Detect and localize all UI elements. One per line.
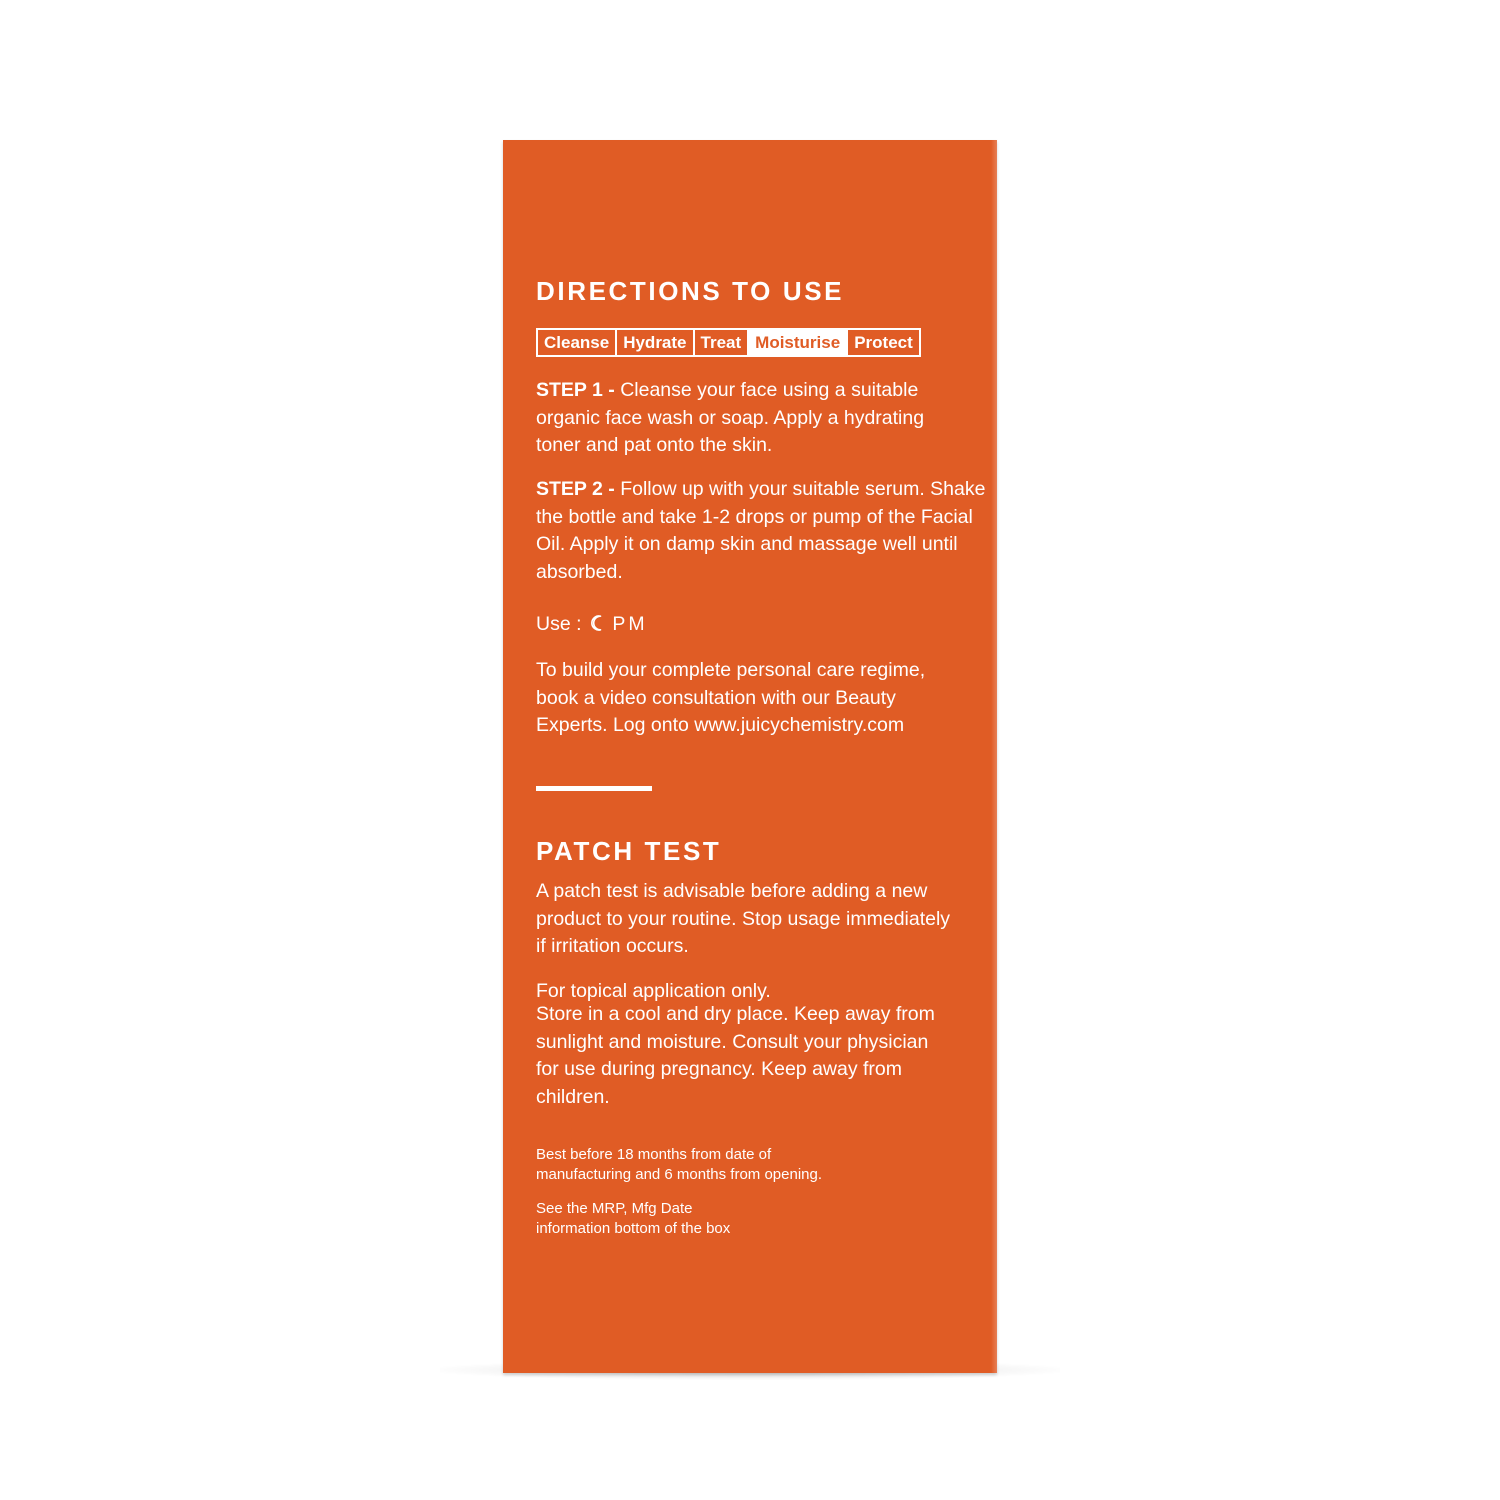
step-moisturise-active: Moisturise (749, 330, 848, 355)
topical-note: For topical application only. (536, 980, 771, 1002)
moon-icon (589, 613, 605, 639)
step-1-label: STEP 1 - (536, 379, 615, 401)
step-1-instructions (536, 377, 956, 460)
use-label: Use : (536, 613, 582, 635)
step-treat: Treat (695, 330, 750, 355)
usage-time (536, 611, 648, 639)
step-cleanse: Cleanse (538, 330, 617, 355)
step-2-label: STEP 2 - (536, 478, 615, 500)
step-2-instructions (536, 476, 988, 586)
routine-steps-bar (536, 328, 921, 357)
section-divider (536, 786, 652, 791)
best-before-note: Best before 18 months from date of manufacturing and 6 months from opening. (536, 1146, 823, 1183)
step-1-text: Cleanse your face using a suitable organic face wash or soap. Apply a hydrating toner and pat onto the skin. (536, 379, 925, 456)
step-protect: Protect (854, 333, 913, 352)
storage-warning: Store in a cool and dry place. Keep away from sunlight and moisture. Consult your physician for use during pregnancy. Keep away from children. (536, 1003, 935, 1108)
step-2-text: Follow up with your suitable serum. Shake the bottle and take 1-2 drops or pump of the Facial Oil. Apply it on damp skin and massage well until absorbed. (536, 478, 986, 583)
mrp-note: See the MRP, Mfg Date information bottom of the box (536, 1200, 731, 1237)
directions-heading: DIRECTIONS TO USE (536, 276, 845, 306)
patch-test-heading: PATCH TEST (536, 836, 722, 866)
product-box-back-panel (503, 140, 997, 1373)
step-hydrate: Hydrate (617, 330, 694, 355)
consultation-note: To build your complete personal care regime, book a video consultation with our Beauty Experts. Log onto www.juicychemistry.com (536, 659, 926, 736)
patch-test-text: A patch test is advisable before adding a new product to your routine. Stop usage immediately if irritation occurs. (536, 880, 951, 957)
use-time-pm: PM (612, 613, 648, 635)
